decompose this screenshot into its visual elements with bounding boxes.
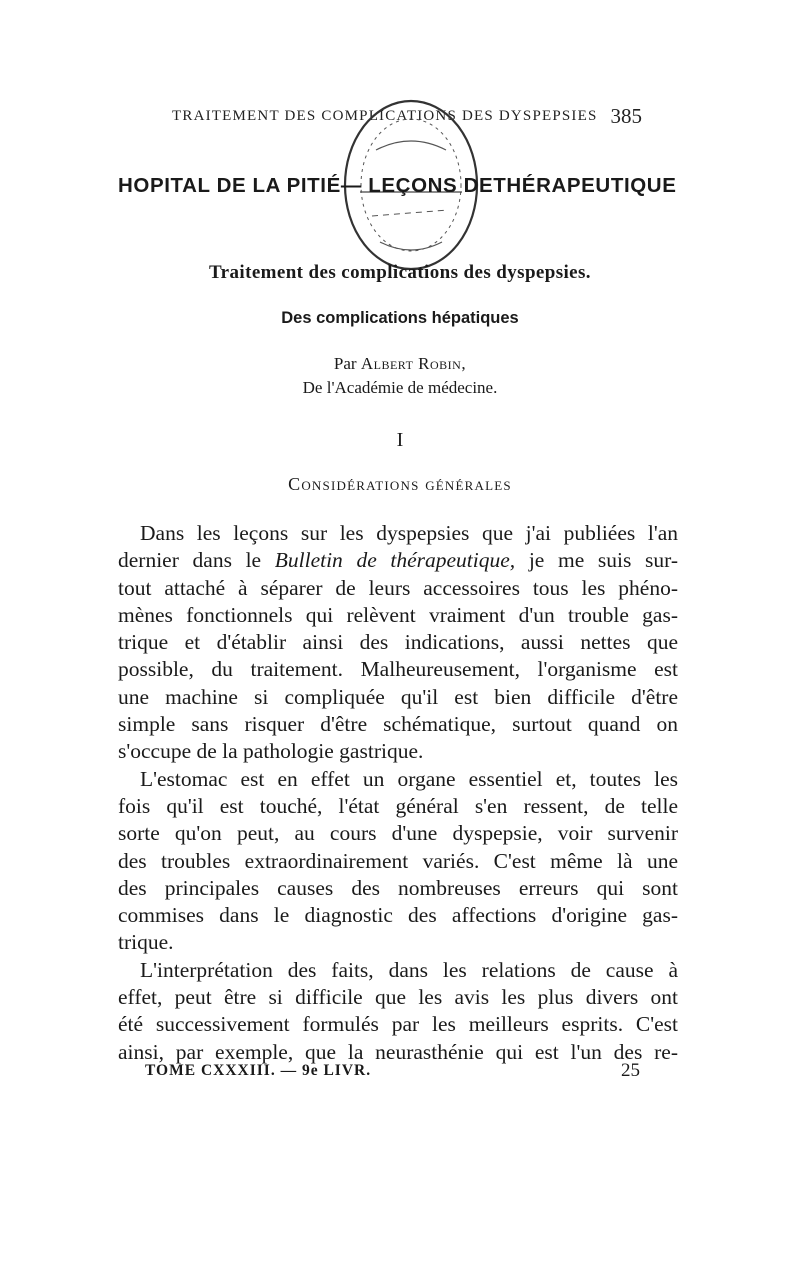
lecture-subtitle: Des complications hépatiques [281, 309, 519, 327]
journal-title: Bulletin de thérapeutique, [274, 548, 516, 573]
author-block [0, 352, 800, 400]
running-head-title: TRAITEMENT DES COMPLICATIONS DES DYSPEPSIES [172, 108, 598, 124]
text-line: des troubles extraordinairement variés. C'est même là une [118, 848, 678, 873]
text-line: été successivement formulés par les meilleurs esprits. C'est [118, 1012, 678, 1037]
page-number: 385 [610, 104, 642, 128]
text-line: Dans les leçons sur les dyspepsies que j'ai publiées l'an [140, 521, 678, 545]
text-line: effet, peut être si difficile que les avis les plus divers ont [118, 985, 678, 1010]
text-fragment: je me suis sur- [515, 548, 678, 573]
author-name: Albert Robin, [360, 354, 467, 373]
section-title: Considérations générales [288, 474, 512, 494]
text-line: mènes fonctionnels qui relèvent vraiment d'un trouble gas- [118, 602, 678, 627]
author-line [0, 352, 800, 376]
text-line: des principales causes des nombreuses erreurs qui sont [118, 875, 678, 900]
signature-mark: 25 [621, 1060, 640, 1081]
lecture-title: Traitement des complications des dyspepsies. [209, 262, 591, 283]
author-prefix: Par [333, 354, 357, 373]
lecons-label: — LEÇONS DE [340, 174, 494, 197]
volume-label: TOME CXXXIII. — 9e LIVR. [145, 1062, 372, 1079]
hospital-heading [118, 174, 677, 198]
text-line: commises dans le diagnostic des affections d'origine gas- [118, 903, 678, 928]
text-line: possible, du traitement. Malheureusement, l'organisme est [118, 657, 678, 682]
text-line: trique et d'établir ainsi des indications, aussi nettes que [118, 630, 678, 655]
author-affiliation: De l'Académie de médecine. [302, 378, 498, 397]
text-line: s'occupe de la pathologie gastrique. [118, 739, 424, 764]
text-line: L'estomac est en effet un organe essentiel et, toutes les [140, 766, 678, 791]
text-line: une machine si compliquée qu'il est bien difficile d'être [118, 684, 678, 709]
paragraph-2 [118, 766, 678, 957]
section-number: I [396, 429, 404, 451]
text-line: trique. [118, 930, 174, 955]
text-line [118, 547, 678, 574]
text-line: sorte qu'on peut, au cours d'une dyspepsie, voir survenir [118, 821, 678, 846]
paragraph-3 [118, 957, 678, 1066]
text-line: L'interprétation des faits, dans les relations de cause à [140, 957, 678, 982]
text-line: simple sans risquer d'être schématique, surtout quand on [118, 712, 678, 737]
hospital-name: HOPITAL DE LA PITIÉ [118, 174, 341, 197]
text-line: fois qu'il est touché, l'état général s'en ressent, de telle [118, 793, 678, 818]
body-text [118, 520, 678, 1066]
text-line: ainsi, par exemple, que la neurasthénie qui est l'un des re- [118, 1039, 678, 1064]
paragraph-1 [118, 520, 678, 766]
page-footer [145, 1062, 640, 1080]
text-fragment: dernier dans le [118, 548, 275, 573]
text-line: tout attaché à séparer de leurs accessoires tous les phéno- [118, 575, 678, 600]
therapeutique-label: THÉRAPEUTIQUE [493, 174, 677, 197]
